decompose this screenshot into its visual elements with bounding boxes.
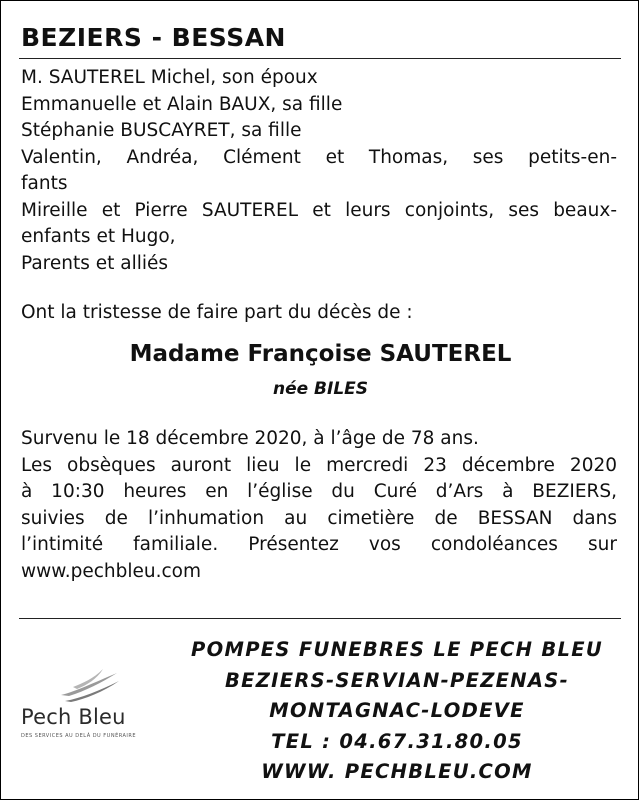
detail-line: Les obsèques auront lieu le mercredi 23 décembre 2020 [21, 454, 617, 476]
deceased-name: Madame Françoise SAUTEREL [129, 341, 512, 367]
logo-name: Pech Bleu [21, 705, 126, 729]
family-line: Parents et alliés [21, 252, 169, 274]
family-line: fants [21, 173, 68, 194]
company-line: POMPES FUNEBRES LE PECH BLEU [191, 638, 603, 661]
company-line: BEZIERS-SERVIAN-PEZENAS- [224, 668, 570, 692]
company-website: WWW. PECHBLEU.COM [261, 760, 533, 783]
funeral-details [21, 426, 617, 585]
family-line: Stéphanie BUSCAYRET, sa fille [21, 120, 302, 141]
family-line: Valentin, Andréa, Clément et Thomas, ses petits-en- [21, 146, 617, 168]
top-divider [19, 58, 621, 59]
family-line: enfants et Hugo, [21, 226, 176, 247]
company-info [171, 635, 623, 788]
logo-tagline: DES SERVICES AU DELÀ DU FUNÉRAIRE [21, 733, 137, 739]
detail-line: www.pechbleu.com [21, 560, 201, 582]
family-line: M. SAUTEREL Michel, son époux [21, 67, 318, 88]
detail-line: suivies de l’inhumation au cimetière de BESSAN dans [21, 507, 617, 529]
detail-line: l’intimité familiale. Présentez vos condoléances sur [21, 534, 617, 555]
footer-divider [19, 618, 621, 619]
announcement: Ont la tristesse de faire part du décès de : [21, 302, 413, 323]
family-line: Emmanuelle et Alain BAUX, sa fille [21, 93, 343, 115]
company-phone: TEL : 04.67.31.80.05 [271, 729, 523, 753]
family-list [21, 65, 617, 277]
detail-line: Survenu le 18 décembre 2020, à l’âge de 78 ans. [21, 428, 479, 449]
wave-icon [59, 665, 121, 703]
notice-title: BEZIERS - BESSAN [21, 23, 286, 52]
detail-line: à 10:30 heures en l’église du Curé d’Ars à BEZIERS, [21, 481, 617, 502]
pech-bleu-logo [21, 665, 171, 745]
company-line: MONTAGNAC-LODEVE [269, 699, 525, 722]
family-line: Mireille et Pierre SAUTEREL et leurs conjoints, ses beaux- [21, 199, 617, 221]
maiden-name: née BILES [272, 379, 369, 399]
